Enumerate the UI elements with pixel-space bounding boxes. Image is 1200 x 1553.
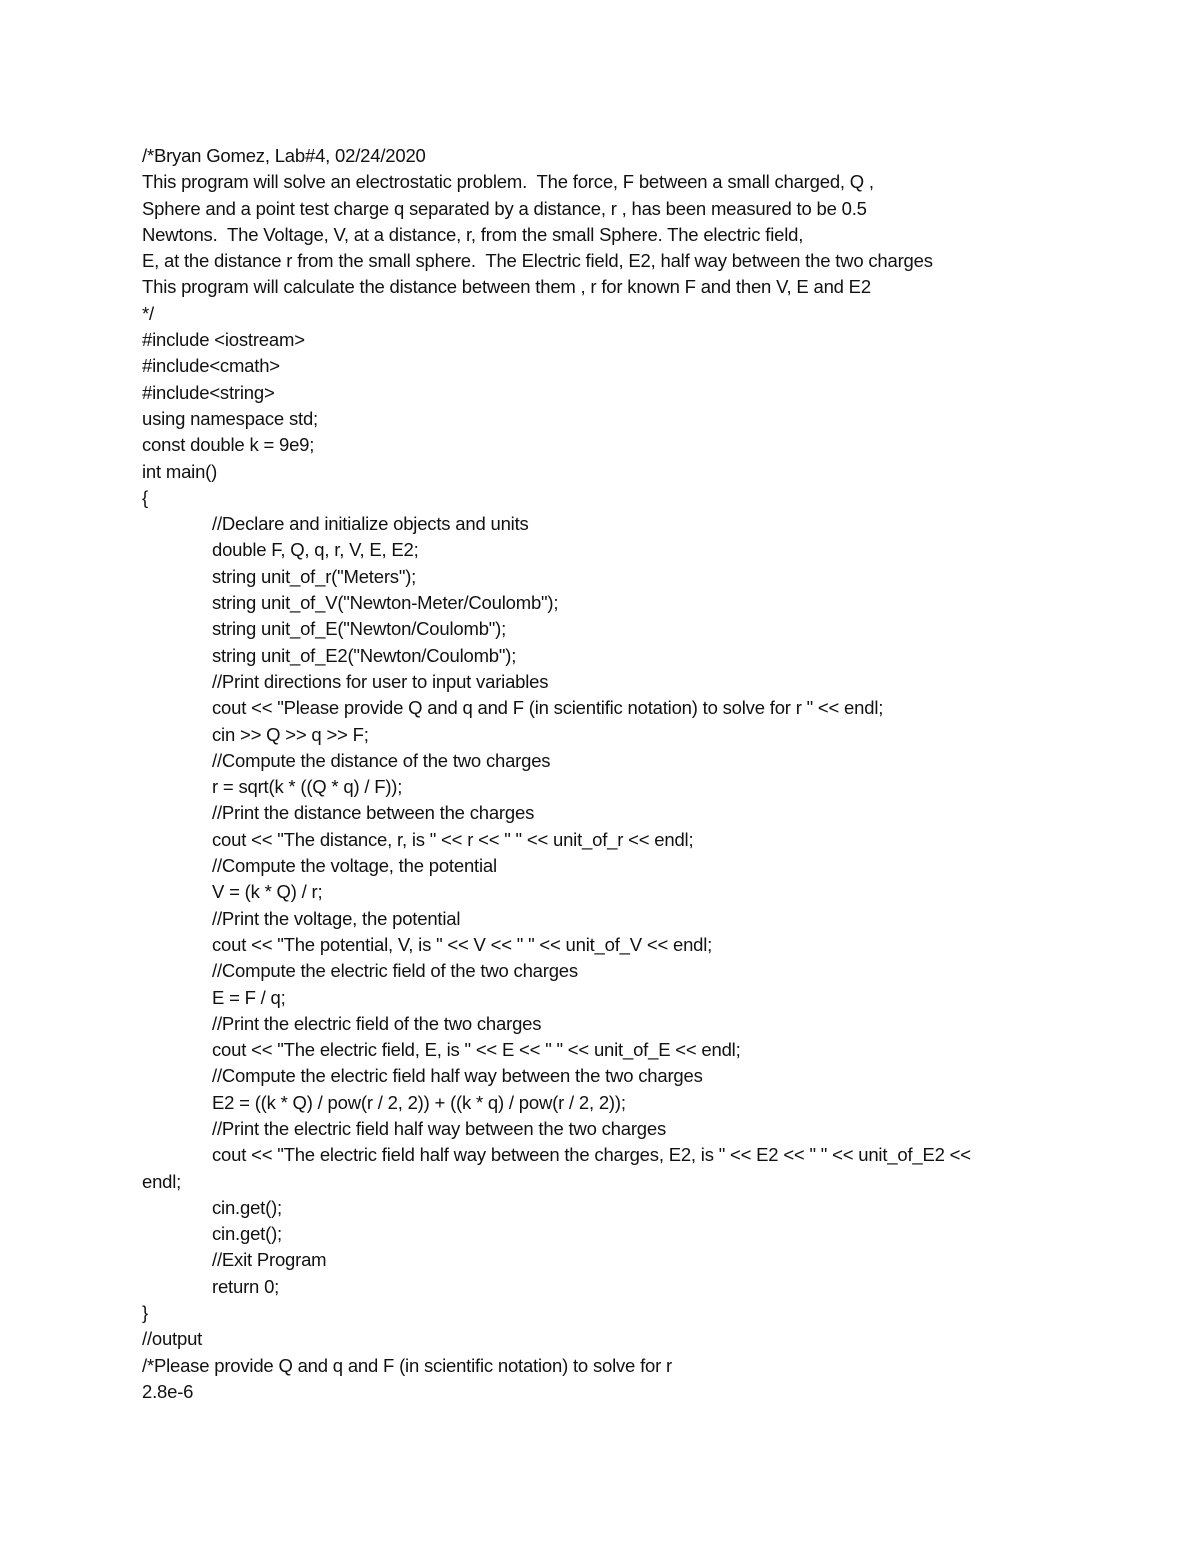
document-line: This program will solve an electrostatic problem. The force, F between a small charged, Q , [142,171,874,193]
document-line: { [142,486,148,508]
document-line: double F, Q, q, r, V, E, E2; [212,539,419,561]
document-line: Newtons. The Voltage, V, at a distance, r, from the small Sphere. The electric field, [142,223,804,245]
document-line: return 0; [212,1275,280,1297]
document-line: string unit_of_E2("Newton/Coulomb"); [212,644,517,666]
document-line: V = (k * Q) / r; [212,881,323,903]
document-line: //Print directions for user to input variables [212,670,549,692]
document-line: //Print the distance between the charges [212,802,535,824]
document-line: #include <iostream> [142,329,305,351]
document-line: #include<string> [142,381,275,403]
document-line: cout << "Please provide Q and q and F (in scientific notation) to solve for r " << endl; [212,697,884,719]
document-line: string unit_of_V("Newton-Meter/Coulomb"); [212,592,559,614]
document-line: cin.get(); [212,1196,282,1218]
document-line: //Compute the distance of the two charges [212,749,551,771]
document-line: E2 = ((k * Q) / pow(r / 2, 2)) + ((k * q) / pow(r / 2, 2)); [212,1091,626,1113]
document-line: #include<cmath> [142,355,280,377]
document-line: */ [142,302,154,324]
document-line: //Print the voltage, the potential [212,907,461,929]
document-line: string unit_of_r("Meters"); [212,565,417,587]
document-line: This program will calculate the distance between them , r for known F and then V, E and E2 [142,276,871,298]
document-line: //Compute the electric field of the two charges [212,960,578,982]
document-line: const double k = 9e9; [142,434,315,456]
document-line: cout << "The electric field half way between the charges, E2, is " << E2 << " " << unit_of_E2 << [212,1144,971,1166]
document-line: string unit_of_E("Newton/Coulomb"); [212,618,507,640]
document-line: //Print the electric field of the two charges [212,1012,542,1034]
document-line: E, at the distance r from the small sphere. The Electric field, E2, half way between the two charges [142,250,933,272]
document-line: //Compute the voltage, the potential [212,855,497,877]
document-line: //Print the electric field half way between the two charges [212,1117,667,1139]
document-body [142,143,1042,1405]
document-line: 2.8e-6 [142,1380,194,1402]
document-line: cin.get(); [212,1223,282,1245]
document-line: /*Bryan Gomez, Lab#4, 02/24/2020 [142,145,426,166]
document-line: //Exit Program [212,1249,327,1271]
document-line: Sphere and a point test charge q separated by a distance, r , has been measured to be 0.5 [142,197,867,219]
document-line: } [142,1302,148,1324]
document-line: cout << "The potential, V, is " << V << " " << unit_of_V << endl; [212,933,713,955]
document-line: r = sqrt(k * ((Q * q) / F)); [212,776,403,798]
document-line: //Declare and initialize objects and units [212,513,529,535]
document-line: cout << "The electric field, E, is " << E << " " << unit_of_E << endl; [212,1039,741,1061]
document-line: //output [142,1328,203,1350]
document-line: /*Please provide Q and q and F (in scientific notation) to solve for r [142,1354,672,1376]
document-line: cout << "The distance, r, is " << r << " " << unit_of_r << endl; [212,828,694,850]
document-line: E = F / q; [212,986,286,1008]
document-line: cin >> Q >> q >> F; [212,723,369,745]
document-line: endl; [142,1170,182,1192]
document-line: using namespace std; [142,407,318,429]
document-line: //Compute the electric field half way between the two charges [212,1065,703,1087]
document-line: int main() [142,460,218,482]
